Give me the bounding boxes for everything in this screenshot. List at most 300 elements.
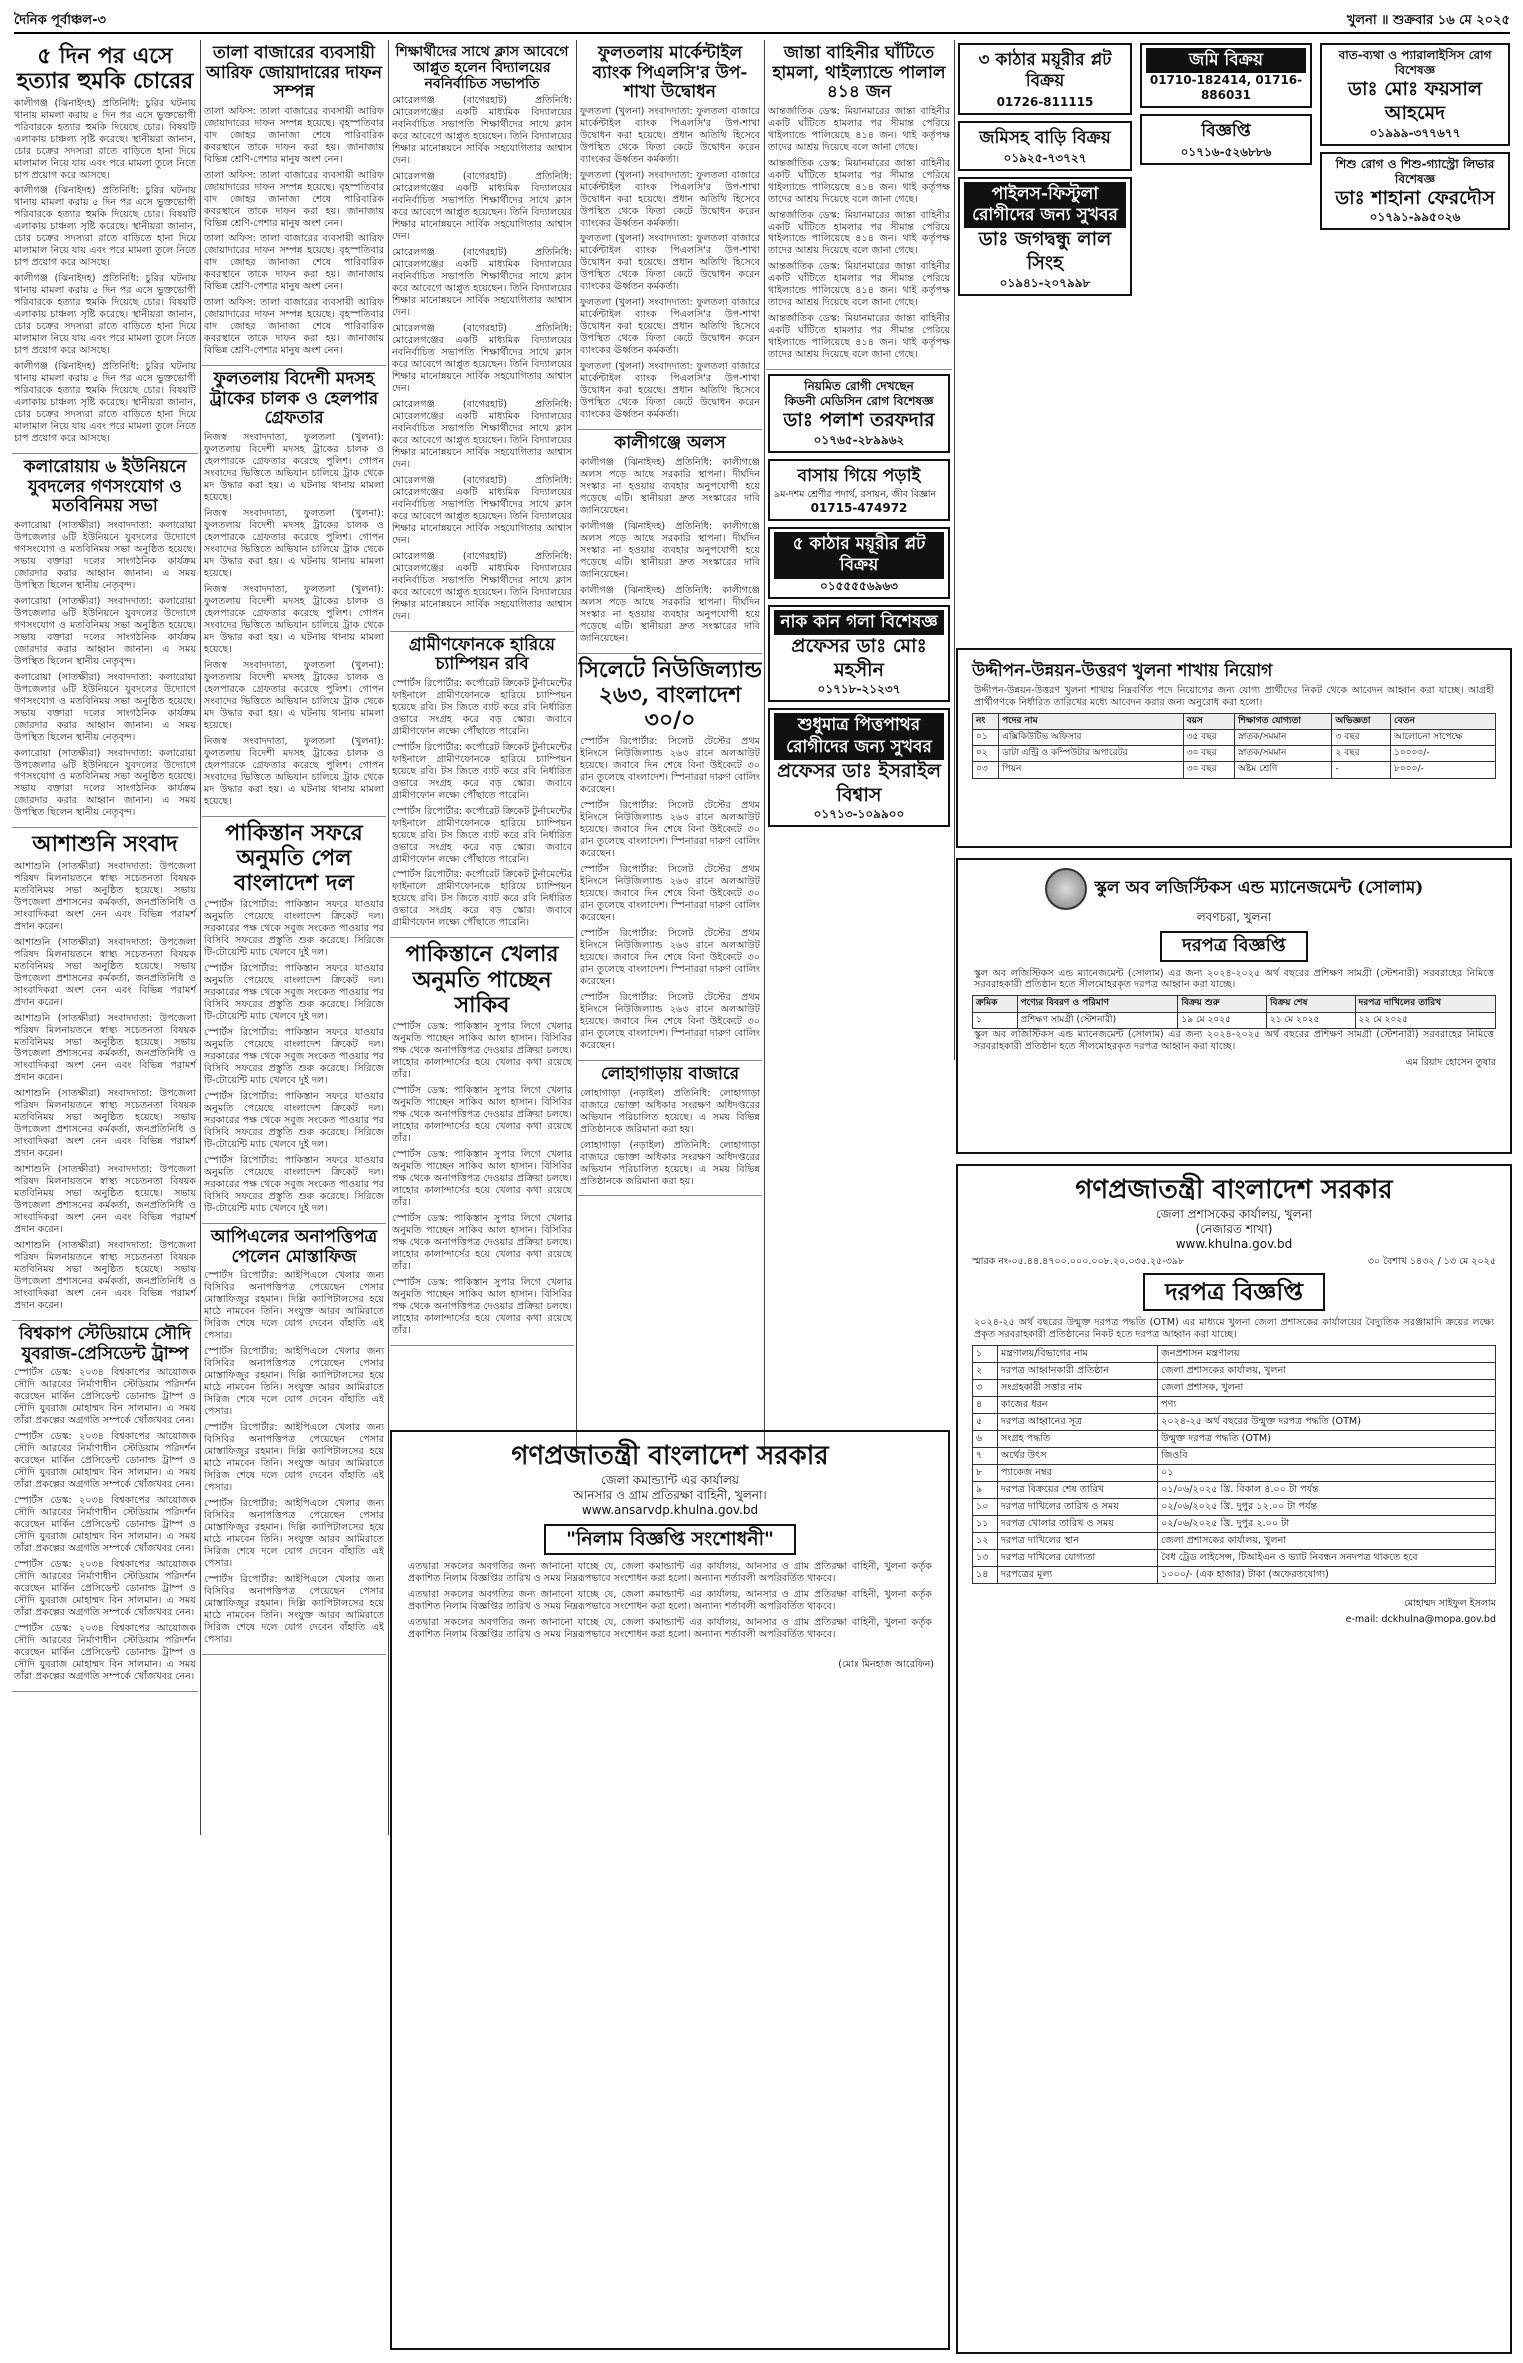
- dc-khulna-tender-notice: [956, 1164, 1512, 2354]
- column-rule: [388, 40, 389, 1835]
- story-body: স্পোর্টস ডেস্ক: পাকিস্তান সুপার লিগে খেলার অনুমতি পাচ্ছেন সাকিব আল হাসান। বিসিবির পক্ষ থেকে অনাপত্তিপত্র দেওয়ার প্রক্রিয়া চলছে। লাহোর কালান্দার্সের হয়ে খেলার কথা রয়েছে তাঁর।: [392, 1021, 572, 1081]
- table-cell: ৩০ বছর: [1183, 746, 1235, 762]
- headline: শিক্ষার্থীদের সাথে ক্লাস আবেগে আপ্লুত হলেন বিদ্যালয়ের নবনির্বাচিত সভাপতি: [395, 44, 569, 93]
- table-cell: ১৪: [973, 1567, 998, 1584]
- story-body: স্পোর্টস রিপোর্টার: কর্পোরেট ক্রিকেট টুর্নামেন্টের ফাইনালে গ্রামীণফোনকে হারিয়ে চ্যাম্পিয়ন হয়েছে রবি। টস জিতে ব্যাট করে রবি নির্ধারিত ওভারে সংগ্রহ করে বড় স্কোর। জবাবে গ্রামীণফোন লক্ষ্যে পৌঁছাতে পারেনি।: [392, 741, 572, 801]
- column-6: [956, 40, 1134, 640]
- doctor-name: প্রফেসর ডাঃ ইসরাইল বিশ্বাস: [777, 759, 941, 806]
- table-header-cell: বিক্রয় শুরু: [1178, 996, 1267, 1012]
- headline: পাকিস্তানে খেলার অনুমতি পাচ্ছেন সাকিব: [405, 941, 559, 1018]
- table-cell: ১৯ মে ২০২৫: [1178, 1012, 1267, 1028]
- headline: ফুলতলায় বিদেশী মদসহ ট্রাকের চালক ও হেলপার গ্রেফতার: [209, 369, 379, 429]
- ansar-website-link[interactable]: www.ansarvdp.khulna.gov.bd: [581, 1502, 759, 1517]
- gov-memo-row: [972, 1256, 1496, 1268]
- story-body: তালা অফিস: তালা বাজারের ব্যবসায়ী আরিফ জোয়াদারের দাফন সম্পন্ন হয়েছে। বৃহস্পতিবার বাদ জোহর জানাজা শেষে পারিবারিক কবরস্থানে তাকে দাফন করা হয়। জানাজায় বিভিন্ন শ্রেণি-পেশার মানুষ অংশ নেন।: [204, 169, 384, 229]
- ad-box: [1140, 43, 1312, 108]
- ad-box: [1140, 114, 1312, 164]
- story-body: মোরেলগঞ্জ (বাগেরহাট) প্রতিনিধি: মোরেলগঞ্জের একটি মাধ্যমিক বিদ্যালয়ের নবনির্বাচিত সভাপতি শিক্ষার্থীদের সাথে ক্লাস করে আবেগে আপ্লুত হয়েছেন। তিনি বিদ্যালয়ের শিক্ষার মানোন্নয়নে সার্বিক সহযোগিতার আশ্বাস দেন।: [392, 474, 572, 546]
- story-body: নিজস্ব সংবাদদাতা, ফুলতলা (খুলনা): ফুলতলায় বিদেশী মদসহ ট্রাকের চালক ও হেলপারকে গ্রেফতার করেছে পুলিশ। গোপন সংবাদের ভিত্তিতে অভিযান চালিয়ে ট্রাক থেকে মদ উদ্ধার করা হয়। এ ঘটনায় থানায় মামলা হয়েছে।: [204, 735, 384, 807]
- table-cell: স্নাতক/সমমান: [1235, 746, 1332, 762]
- table-cell: ১: [973, 1346, 998, 1363]
- table-cell: দরপত্র দাখিলের যোগ্যতা: [997, 1550, 1157, 1567]
- table-cell: ২১ মে ২০২৫: [1266, 1012, 1355, 1028]
- ad-title: বিজ্ঞপ্তি: [1201, 121, 1251, 142]
- table-row: [973, 1363, 1496, 1380]
- headline: আশাশুনি সংবাদ: [32, 831, 178, 858]
- story: [578, 434, 762, 653]
- headline: কালীগঞ্জে অলস: [614, 433, 726, 454]
- ad-box: [768, 374, 950, 453]
- ad-box: [1320, 152, 1510, 231]
- doctor-name: ডাঃ শাহানা ফেরদৌস: [1335, 186, 1495, 209]
- phone-number: ০১৭৯১-৯৯৫০২৬: [1369, 210, 1461, 225]
- column-rule: [954, 40, 955, 1060]
- salam-tender-notice: [956, 858, 1512, 1154]
- story-body: স্পোর্টস ডেস্ক: ২০৩৪ বিশ্বকাপের আয়োজক সৌদি আরবের নির্মাণাধীন স্টেডিয়াম পরিদর্শন করেছেন মার্কিন প্রেসিডেন্ট ডোনাল্ড ট্রাম্প ও সৌদি যুবরাজ মোহাম্মদ বিন সালমান। এ সময় তাঁরা প্রকল্পের অগ্রগতি সম্পর্কে খোঁজখবর নেন।: [14, 1431, 196, 1491]
- table-cell: ২: [973, 1363, 998, 1380]
- story-body: স্পোর্টস রিপোর্টার: পাকিস্তান সফরে যাওয়ার অনুমতি পেয়েছে বাংলাদেশ ক্রিকেট দল। সরকারের পক্ষ থেকে সবুজ সংকেত পাওয়ার পর বিসিবি সফরের প্রস্তুতি শুরু করেছে। সিরিজে টি-টোয়েন্টি ম্যাচ খেলবে দুই দল।: [204, 1027, 384, 1087]
- table-cell: ১০০০০/-: [1391, 746, 1496, 762]
- story-body: তালা অফিস: তালা বাজারের ব্যবসায়ী আরিফ জোয়াদারের দাফন সম্পন্ন হয়েছে। বৃহস্পতিবার বাদ জোহর জানাজা শেষে পারিবারিক কবরস্থানে তাকে দাফন করা হয়। জানাজায় বিভিন্ন শ্রেণি-পেশার মানুষ অংশ নেন।: [204, 105, 384, 165]
- table-header-cell: ক্রমিক: [973, 996, 1018, 1012]
- story-body: ফুলতলা (খুলনা) সংবাদদাতা: ফুলতলা বাজারে মার্কেন্টাইল ব্যাংক পিএলসি'র উপ-শাখা উদ্বোধন করা হয়েছে। প্রধান অতিথি হিসেবে উপস্থিত থেকে ফিতা কেটে উদ্বোধন করেন ব্যাংকের ঊর্ধ্বতন কর্মকর্তা।: [580, 233, 760, 293]
- salam-signature: এম রিয়াদ হোসেন তুষার: [1405, 1056, 1496, 1068]
- table-row: [973, 1414, 1496, 1431]
- gov-website-link[interactable]: www.khulna.gov.bd: [1175, 1236, 1293, 1251]
- story: [202, 44, 386, 366]
- column-8: [1318, 40, 1512, 640]
- story: [390, 44, 574, 632]
- table-cell: ৮০০০/-: [1391, 762, 1496, 778]
- phone-number: ০১৯৯৯-৩৭৭৬৭৭: [1369, 125, 1461, 140]
- table-cell: ২২ মে ২০২৫: [1355, 1012, 1495, 1028]
- job-notice: [956, 648, 1512, 848]
- ad-box: [958, 121, 1132, 171]
- table-cell: ৮: [973, 1465, 998, 1482]
- table-row: [973, 1380, 1496, 1397]
- story-body: স্পোর্টস রিপোর্টার: সিলেট টেস্টের প্রথম ইনিংসে নিউজিল্যান্ড ২৬৩ রানে অলআউট হয়েছে। জবাবে দিন শেষে বিনা উইকেটে ৩০ রান তুলেছে বাংলাদেশ। স্পিনাররা দারুণ বোলিং করেছেন।: [580, 800, 760, 860]
- story-body: স্পোর্টস রিপোর্টার: সিলেট টেস্টের প্রথম ইনিংসে নিউজিল্যান্ড ২৬৩ রানে অলআউট হয়েছে। জবাবে দিন শেষে বিনা উইকেটে ৩০ রান তুলেছে বাংলাদেশ। স্পিনাররা দারুণ বোলিং করেছেন।: [580, 992, 760, 1052]
- ad-box: [1320, 43, 1510, 146]
- story: [12, 44, 198, 454]
- ad-box: [768, 459, 950, 521]
- story-body: কলারোয়া (সাতক্ষীরা) সংবাদদাতা: কলারোয়া উপজেলার ৬টি ইউনিয়নে যুবদলের উদ্যোগে গণসংযোগ ও মতবিনিময় সভা অনুষ্ঠিত হয়েছে। সভায় বক্তারা দলের সাংগঠনিক কার্যক্রম জোরদার করার আহ্বান জানান। এ সময় উপস্থিত ছিলেন স্থানীয় নেতৃবৃন্দ।: [14, 747, 196, 819]
- headline: ৫ দিন পর এসে হত্যার হুমকি চোরের: [16, 43, 194, 95]
- ad-subtitle: শিশু রোগ ও শিশু-গ্যাস্ট্রো লিভার বিশেষজ্ঞ: [1335, 156, 1495, 186]
- story-body: স্পোর্টস রিপোর্টার: কর্পোরেট ক্রিকেট টুর্নামেন্টের ফাইনালে গ্রামীণফোনকে হারিয়ে চ্যাম্পিয়ন হয়েছে রবি। টস জিতে ব্যাট করে রবি নির্ধারিত ওভারে সংগ্রহ করে বড় স্কোর। জবাবে গ্রামীণফোন লক্ষ্যে পৌঁছাতে পারেনি।: [392, 869, 572, 929]
- salam-table: [972, 995, 1496, 1029]
- table-cell: দরপত্র দাখিলের স্থান: [997, 1533, 1157, 1550]
- headline: ফুলতলায় মার্কেন্টাইল ব্যাংক পিএলসি'র উপ-শাখা উদ্বোধন: [592, 43, 748, 103]
- gov-signature: মোহাম্মদ সাইফুল ইসলাম: [1403, 1598, 1496, 1610]
- gov-branch: (নেজারত শাখা): [1195, 1221, 1273, 1236]
- table-cell: স্নাতক/সমমান: [1235, 729, 1332, 745]
- headline: বিশ্বকাপ স্টেডিয়ামে সৌদি যুবরাজ-প্রেসিডেন্ট ট্রাম্প: [19, 1324, 191, 1364]
- story: [202, 1228, 386, 1655]
- table-header-row: [973, 996, 1496, 1012]
- column-rule: [576, 40, 577, 1460]
- table-row: [973, 762, 1496, 778]
- table-row: [973, 1465, 1496, 1482]
- phone-number: ০১৫৫৫৫৬৯৬৩: [820, 578, 898, 593]
- headline: আপিএলের অনাপত্তিপত্র পেলেন মোস্তাফিজ: [210, 1227, 378, 1267]
- story: [202, 370, 386, 816]
- table-cell: মন্ত্রণালয়/বিভাগের নাম: [997, 1346, 1157, 1363]
- ad-box: [768, 708, 950, 827]
- story-body: স্পোর্টস ডেস্ক: ২০৩৪ বিশ্বকাপের আয়োজক সৌদি আরবের নির্মাণাধীন স্টেডিয়াম পরিদর্শন করেছেন মার্কিন প্রেসিডেন্ট ডোনাল্ড ট্রাম্প ও সৌদি যুবরাজ মোহাম্মদ বিন সালমান। এ সময় তাঁরা প্রকল্পের অগ্রগতি সম্পর্কে খোঁজখবর নেন।: [14, 1495, 196, 1555]
- story: [390, 942, 574, 1346]
- table-row: [973, 729, 1496, 745]
- masthead-right: খুলনা ॥ শুক্রবার ১৬ মে ২০২৫: [1346, 12, 1510, 28]
- table-cell: জিওবি: [1158, 1448, 1496, 1465]
- table-cell: প্যাকেজ নম্বর: [997, 1465, 1157, 1482]
- story-body: মোরেলগঞ্জ (বাগেরহাট) প্রতিনিধি: মোরেলগঞ্জের একটি মাধ্যমিক বিদ্যালয়ের নবনির্বাচিত সভাপতি শিক্ষার্থীদের সাথে ক্লাস করে আবেগে আপ্লুত হয়েছেন। তিনি বিদ্যালয়ের শিক্ষার মানোন্নয়নে সার্বিক সহযোগিতার আশ্বাস দেন।: [392, 95, 572, 167]
- ad-subtitle: নিয়মিত রোগী দেখছেন: [804, 379, 914, 394]
- story-body: নিজস্ব সংবাদদাতা, ফুলতলা (খুলনা): ফুলতলায় বিদেশী মদসহ ট্রাকের চালক ও হেলপারকে গ্রেফতার করেছে পুলিশ। গোপন সংবাদের ভিত্তিতে অভিযান চালিয়ে ট্রাক থেকে মদ উদ্ধার করা হয়। এ ঘটনায় থানায় মামলা হয়েছে।: [204, 507, 384, 579]
- story: [578, 44, 762, 430]
- story-body: মোরেলগঞ্জ (বাগেরহাট) প্রতিনিধি: মোরেলগঞ্জের একটি মাধ্যমিক বিদ্যালয়ের নবনির্বাচিত সভাপতি শিক্ষার্থীদের সাথে ক্লাস করে আবেগে আপ্লুত হয়েছেন। তিনি বিদ্যালয়ের শিক্ষার মানোন্নয়নে সার্বিক সহযোগিতার আশ্বাস দেন।: [392, 247, 572, 319]
- ad-title: শুধুমাত্র পিত্তপাথর রোগীদের জন্য সুখবর: [774, 713, 944, 760]
- ansar-office: জেলা কমান্ড্যান্ট এর কার্যালয়: [601, 1472, 739, 1487]
- headline: গ্রামীণফোনকে হারিয়ে চ্যাম্পিয়ন রবি: [408, 634, 556, 675]
- phone-number: ০১৭১৬-৫২৬৮৮৬: [1180, 144, 1272, 159]
- gov-notice-title: দরপত্র বিজ্ঞপ্তি: [1143, 1273, 1325, 1311]
- ad-box: [958, 177, 1132, 296]
- story-body: আশাশুনি (সাতক্ষীরা) সংবাদদাতা: উপজেলা পরিষদ মিলনায়তনে স্বাস্থ্য সচেতনতা বিষয়ক মতবিনিময় সভা অনুষ্ঠিত হয়েছে। সভায় উপজেলা প্রশাসনের কর্মকর্তা, জনপ্রতিনিধি ও সাংবাদিকরা অংশ নেন এবং বিভিন্ন পরামর্শ প্রদান করেন।: [14, 1164, 196, 1236]
- job-notice-title: উদ্দীপন-উন্নয়ন-উত্তরণ খুলনা শাখায় নিয়োগ: [972, 661, 1273, 681]
- job-notice-text: উদ্দীপন-উন্নয়ন-উত্তরণ খুলনা শাখায় নিম্নবর্ণিত পদে নিয়োগের জন্য যোগ্য প্রার্থীদের নিকট থেকে আবেদন আহ্বান করা যাচ্ছে। আগ্রহী প্রার্থীগণকে নির্ধারিত তারিখের মধ্যে আবেদন করার জন্য অনুরোধ করা হলো।: [974, 684, 1494, 708]
- headline: জান্তা বাহিনীর ঘাঁটিতে হামলা, থাইল্যান্ডে পালাল ৪১৪ জন: [772, 43, 946, 103]
- table-header-cell: দরপত্র দাখিলের তারিখ: [1355, 996, 1495, 1012]
- ad-title: বাসায় গিয়ে পড়াই: [797, 466, 921, 487]
- story-body: আন্তর্জাতিক ডেস্ক: মিয়ানমারের জান্তা বাহিনীর একটি ঘাঁটিতে হামলার পর সীমান্ত পেরিয়ে থাইল্যান্ডে পালিয়েছে ৪১৪ জন। থাই কর্তৃপক্ষ তাদের আশ্রয় দিয়েছে বলে জানা গেছে।: [768, 313, 950, 361]
- column-1: [12, 40, 198, 2350]
- gov-tender-table: [972, 1345, 1496, 1584]
- story-body: কালীগঞ্জ (ঝিনাইদহ) প্রতিনিধি: চুরির ঘটনায় থানায় মামলা করায় ৫ দিন পর এসে ভুক্তভোগী পরিবারকে হত্যার হুমকি দিয়েছে চোর। বিষয়টি এলাকায় চাঞ্চল্য সৃষ্টি করেছে। স্থানীয়রা জানান, চোর চক্রের সদস্যরা রাতে বাড়িতে হানা দিয়ে মালামাল নিয়ে যায় এবং পরে মামলা তুলে নিতে চাপ প্রয়োগ করে আসছে।: [14, 97, 196, 181]
- table-cell: ০২/০৬/২০২৫ খ্রি. দুপুর ১২.০০ টা পর্যন্ত: [1158, 1499, 1496, 1516]
- table-cell: সংগ্রহ পদ্ধতি: [997, 1431, 1157, 1448]
- salam-location: লবণচরা, খুলনা: [1196, 910, 1272, 924]
- table-cell: অষ্টম শ্রেণি: [1235, 762, 1332, 778]
- masthead: [14, 10, 1510, 34]
- ad-box: [958, 43, 1132, 115]
- phone-number: ০১৯২৫-৭৩৭২৭: [1003, 150, 1087, 165]
- table-cell: কাজের ধরন: [997, 1397, 1157, 1414]
- story: [578, 1065, 762, 1196]
- story-body: আশাশুনি (সাতক্ষীরা) সংবাদদাতা: উপজেলা পরিষদ মিলনায়তনে স্বাস্থ্য সচেতনতা বিষয়ক মতবিনিময় সভা অনুষ্ঠিত হয়েছে। সভায় উপজেলা প্রশাসনের কর্মকর্তা, জনপ্রতিনিধি ও সাংবাদিকরা অংশ নেন এবং বিভিন্ন পরামর্শ প্রদান করেন।: [14, 860, 196, 932]
- ad-box: [768, 527, 950, 599]
- doctor-name: প্রফেসর ডাঃ মোঃ মহসীন: [791, 634, 927, 681]
- column-7: [1138, 40, 1314, 640]
- table-header-cell: পণ্যের বিবরণ ও পরিমাণ: [1017, 996, 1178, 1012]
- story-body: কালীগঞ্জ (ঝিনাইদহ) প্রতিনিধি: চুরির ঘটনায় থানায় মামলা করায় ৫ দিন পর এসে ভুক্তভোগী পরিবারকে হত্যার হুমকি দিয়েছে চোর। বিষয়টি এলাকায় চাঞ্চল্য সৃষ্টি করেছে। স্থানীয়রা জানান, চোর চক্রের সদস্যরা রাতে বাড়িতে হানা দিয়ে মালামাল নিয়ে যায় এবং পরে মামলা তুলে নিতে চাপ প্রয়োগ করে আসছে।: [14, 185, 196, 269]
- ansar-signature: (মোঃ মিনহাজ আরেফিন): [838, 1659, 934, 1671]
- table-row: [973, 1346, 1496, 1363]
- table-header-row: [973, 713, 1496, 729]
- story-body: স্পোর্টস রিপোর্টার: সিলেট টেস্টের প্রথম ইনিংসে নিউজিল্যান্ড ২৬৩ রানে অলআউট হয়েছে। জবাবে দিন শেষে বিনা উইকেটে ৩০ রান তুলেছে বাংলাদেশ। স্পিনাররা দারুণ বোলিং করেছেন।: [580, 928, 760, 988]
- ad-box: [768, 605, 950, 703]
- table-cell: ০২: [973, 746, 999, 762]
- column-rule: [764, 40, 765, 1460]
- column-2: [202, 40, 386, 2350]
- ansar-text: এতদ্বারা সকলের অবগতির জন্য জানানো যাচ্ছে যে, জেলা কমান্ড্যান্ট এর কার্যালয়, আনসার ও গ্রাম প্রতিরক্ষা বাহিনী, খুলনা কর্তৃক প্রকাশিত নিলাম বিজ্ঞপ্তির তারিখ ও সময় নিম্নরূপভাবে সংশোধন করা হলো। অন্যান্য শর্তাবলী অপরিবর্তিত থাকবে।: [408, 1617, 932, 1641]
- story-body: মোরেলগঞ্জ (বাগেরহাট) প্রতিনিধি: মোরেলগঞ্জের একটি মাধ্যমিক বিদ্যালয়ের নবনির্বাচিত সভাপতি শিক্ষার্থীদের সাথে ক্লাস করে আবেগে আপ্লুত হয়েছেন। তিনি বিদ্যালয়ের শিক্ষার মানোন্নয়নে সার্বিক সহযোগিতার আশ্বাস দেন।: [392, 550, 572, 622]
- table-row: [973, 1499, 1496, 1516]
- phone-number: 01726-811115: [996, 94, 1094, 109]
- story-body: কালীগঞ্জ (ঝিনাইদহ) প্রতিনিধি: কালীগঞ্জে অলস পড়ে আছে সরকারি স্থাপনা। দীর্ঘদিন সংস্কার না হওয়ায় ব্যবহার অনুপযোগী হয়ে পড়েছে এটি। স্থানীয়রা দ্রুত সংস্কারের দাবি জানিয়েছেন।: [580, 520, 760, 580]
- story-body: কলারোয়া (সাতক্ষীরা) সংবাদদাতা: কলারোয়া উপজেলার ৬টি ইউনিয়নে যুবদলের উদ্যোগে গণসংযোগ ও মতবিনিময় সভা অনুষ্ঠিত হয়েছে। সভায় বক্তারা দলের সাংগঠনিক কার্যক্রম জোরদার করার আহ্বান জানান। এ সময় উপস্থিত ছিলেন স্থানীয় নেতৃবৃন্দ।: [14, 519, 196, 591]
- doctor-name: ডাঃ মোঃ ফয়সাল আহমেদ: [1347, 78, 1483, 124]
- table-cell: পণ্য: [1158, 1397, 1496, 1414]
- story: [766, 44, 952, 370]
- story-body: নিজস্ব সংবাদদাতা, ফুলতলা (খুলনা): ফুলতলায় বিদেশী মদসহ ট্রাকের চালক ও হেলপারকে গ্রেফতার করেছে পুলিশ। গোপন সংবাদের ভিত্তিতে অভিযান চালিয়ে ট্রাক থেকে মদ উদ্ধার করা হয়। এ ঘটনায় থানায় মামলা হয়েছে।: [204, 659, 384, 731]
- ad-title: পাইলস-ফিস্টুলা রোগীদের জন্য সুখবর: [964, 182, 1126, 229]
- table-cell: ১: [973, 1012, 1018, 1028]
- table-cell: ১২: [973, 1533, 998, 1550]
- story-body: কালীগঞ্জ (ঝিনাইদহ) প্রতিনিধি: কালীগঞ্জে অলস পড়ে আছে সরকারি স্থাপনা। দীর্ঘদিন সংস্কার না হওয়ায় ব্যবহার অনুপযোগী হয়ে পড়েছে এটি। স্থানীয়রা দ্রুত সংস্কারের দাবি জানিয়েছেন।: [580, 456, 760, 516]
- ansar-sub: আনসার ও গ্রাম প্রতিরক্ষা বাহিনী, খুলনা।: [573, 1487, 767, 1502]
- table-header-cell: বয়স: [1183, 713, 1235, 729]
- table-row: [973, 746, 1496, 762]
- table-cell: ৫: [973, 1414, 998, 1431]
- story-body: আন্তর্জাতিক ডেস্ক: মিয়ানমারের জান্তা বাহিনীর একটি ঘাঁটিতে হামলার পর সীমান্ত পেরিয়ে থাইল্যান্ডে পালিয়েছে ৪১৪ জন। থাই কর্তৃপক্ষ তাদের আশ্রয় দিয়েছে বলে জানা গেছে।: [768, 209, 950, 257]
- story-body: নিজস্ব সংবাদদাতা, ফুলতলা (খুলনা): ফুলতলায় বিদেশী মদসহ ট্রাকের চালক ও হেলপারকে গ্রেফতার করেছে পুলিশ। গোপন সংবাদের ভিত্তিতে অভিযান চালিয়ে ট্রাক থেকে মদ উদ্ধার করা হয়। এ ঘটনায় থানায় মামলা হয়েছে।: [204, 583, 384, 655]
- story-body: আন্তর্জাতিক ডেস্ক: মিয়ানমারের জান্তা বাহিনীর একটি ঘাঁটিতে হামলার পর সীমান্ত পেরিয়ে থাইল্যান্ডে পালিয়েছে ৪১৪ জন। থাই কর্তৃপক্ষ তাদের আশ্রয় দিয়েছে বলে জানা গেছে।: [768, 157, 950, 205]
- story-body: মোরেলগঞ্জ (বাগেরহাট) প্রতিনিধি: মোরেলগঞ্জের একটি মাধ্যমিক বিদ্যালয়ের নবনির্বাচিত সভাপতি শিক্ষার্থীদের সাথে ক্লাস করে আবেগে আপ্লুত হয়েছেন। তিনি বিদ্যালয়ের শিক্ষার মানোন্নয়নে সার্বিক সহযোগিতার আশ্বাস দেন।: [392, 171, 572, 243]
- ad-title: ৫ কাঠার ময়ূরীর প্লট বিক্রয়: [774, 532, 944, 579]
- story-body: আশাশুনি (সাতক্ষীরা) সংবাদদাতা: উপজেলা পরিষদ মিলনায়তনে স্বাস্থ্য সচেতনতা বিষয়ক মতবিনিময় সভা অনুষ্ঠিত হয়েছে। সভায় উপজেলা প্রশাসনের কর্মকর্তা, জনপ্রতিনিধি ও সাংবাদিকরা অংশ নেন এবং বিভিন্ন পরামর্শ প্রদান করেন।: [14, 1012, 196, 1084]
- story-body: কালীগঞ্জ (ঝিনাইদহ) প্রতিনিধি: চুরির ঘটনায় থানায় মামলা করায় ৫ দিন পর এসে ভুক্তভোগী পরিবারকে হত্যার হুমকি দিয়েছে চোর। বিষয়টি এলাকায় চাঞ্চল্য সৃষ্টি করেছে। স্থানীয়রা জানান, চোর চক্রের সদস্যরা রাতে বাড়িতে হানা দিয়ে মালামাল নিয়ে যায় এবং পরে মামলা তুলে নিতে চাপ প্রয়োগ করে আসছে।: [14, 273, 196, 357]
- table-row: [973, 1482, 1496, 1499]
- story-body: স্পোর্টস ডেস্ক: ২০৩৪ বিশ্বকাপের আয়োজক সৌদি আরবের নির্মাণাধীন স্টেডিয়াম পরিদর্শন করেছেন মার্কিন প্রেসিডেন্ট ডোনাল্ড ট্রাম্প ও সৌদি যুবরাজ মোহাম্মদ বিন সালমান। এ সময় তাঁরা প্রকল্পের অগ্রগতি সম্পর্কে খোঁজখবর নেন।: [14, 1367, 196, 1427]
- table-cell: সংগ্রহকারী সত্তার নাম: [997, 1380, 1157, 1397]
- story-body: স্পোর্টস ডেস্ক: পাকিস্তান সুপার লিগে খেলার অনুমতি পাচ্ছেন সাকিব আল হাসান। বিসিবির পক্ষ থেকে অনাপত্তিপত্র দেওয়ার প্রক্রিয়া চলছে। লাহোর কালান্দার্সের হয়ে খেলার কথা রয়েছে তাঁর।: [392, 1085, 572, 1145]
- ad-subtitle: বাত-ব্যথা ও প্যারালাইসিস রোগ বিশেষজ্ঞ: [1338, 48, 1492, 77]
- table-cell: বৈধ ট্রেড লাইসেন্স, টিআইএন ও ভ্যাট নিবন্ধন সনদপত্র থাকতে হবে: [1158, 1550, 1496, 1567]
- table-cell: পিয়ন: [999, 762, 1184, 778]
- ansar-auction-notice: [390, 1430, 950, 2350]
- table-cell: জেলা প্রশাসকের কার্যালয়, খুলনা: [1158, 1363, 1496, 1380]
- salam-text: স্কুল অব লজিস্টিকস এন্ড ম্যানেজমেন্ট (সোলাম) এর জন্য ২০২৪-২০২৫ অর্থ বছরের প্রশিক্ষণ সামগ্রী (স্টেশনারী) সরবরাহের নিমিত্তে সরবরাহকারী প্রতিষ্ঠান হতে সীলমোহরকৃত দরপত্র আহ্বান করা যাচ্ছে।: [974, 1028, 1494, 1052]
- story: [12, 458, 198, 828]
- story-body: স্পোর্টস রিপোর্টার: কর্পোরেট ক্রিকেট টুর্নামেন্টের ফাইনালে গ্রামীণফোনকে হারিয়ে চ্যাম্পিয়ন হয়েছে রবি। টস জিতে ব্যাট করে রবি নির্ধারিত ওভারে সংগ্রহ করে বড় স্কোর। জবাবে গ্রামীণফোন লক্ষ্যে পৌঁছাতে পারেনি।: [392, 677, 572, 737]
- salam-text: স্কুল অব লজিস্টিকস এন্ড ম্যানেজমেন্ট (সোলাম) এর জন্য ২০২৪-২০২৫ অর্থ বছরের প্রশিক্ষণ সামগ্রী (স্টেশনারী) সরবরাহের নিমিত্তে সরবরাহকারী প্রতিষ্ঠান হতে সীলমোহরকৃত দরপত্র আহ্বান করা যাচ্ছে।: [974, 967, 1494, 991]
- table-row: [973, 1550, 1496, 1567]
- story: [12, 832, 198, 1321]
- table-row: [973, 1516, 1496, 1533]
- table-cell: -: [1332, 762, 1391, 778]
- gov-memo: স্মারক নং-০৫.৪৪.৪৭০০.০০০.০০৮.২০.০৩৫.২৫-৩৯৮: [972, 1255, 1185, 1267]
- phone-number: ০১৭১৮-২১২৩৭: [817, 682, 901, 697]
- story-body: কালীগঞ্জ (ঝিনাইদহ) প্রতিনিধি: চুরির ঘটনায় থানায় মামলা করায় ৫ দিন পর এসে ভুক্তভোগী পরিবারকে হত্যার হুমকি দিয়েছে চোর। বিষয়টি এলাকায় চাঞ্চল্য সৃষ্টি করেছে। স্থানীয়রা জানান, চোর চক্রের সদস্যরা রাতে বাড়িতে হানা দিয়ে মালামাল নিয়ে যায় এবং পরে মামলা তুলে নিতে চাপ প্রয়োগ করে আসছে।: [14, 361, 196, 445]
- table-cell: দরপত্রের মূল্য: [997, 1567, 1157, 1584]
- gov-title: গণপ্রজাতন্ত্রী বাংলাদেশ সরকার: [1075, 1175, 1393, 1205]
- column-4: [578, 40, 762, 1420]
- story-body: কালীগঞ্জ (ঝিনাইদহ) প্রতিনিধি: কালীগঞ্জে অলস পড়ে আছে সরকারি স্থাপনা। দীর্ঘদিন সংস্কার না হওয়ায় ব্যবহার অনুপযোগী হয়ে পড়েছে এটি। স্থানীয়রা দ্রুত সংস্কারের দাবি জানিয়েছেন।: [580, 584, 760, 644]
- phone-number: ০১৭১৩-১০৯৯০০: [813, 807, 905, 822]
- ad-title: জমিসহ বাড়ি বিক্রয়: [979, 127, 1111, 148]
- phone-number: 01710-182414, 01716-886031: [1149, 73, 1303, 103]
- table-cell: ৭: [973, 1448, 998, 1465]
- table-row: [973, 1431, 1496, 1448]
- story-body: ফুলতলা (খুলনা) সংবাদদাতা: ফুলতলা বাজারে মার্কেন্টাইল ব্যাংক পিএলসি'র উপ-শাখা উদ্বোধন করা হয়েছে। প্রধান অতিথি হিসেবে উপস্থিত থেকে ফিতা কেটে উদ্বোধন করেন ব্যাংকের ঊর্ধ্বতন কর্মকর্তা।: [580, 361, 760, 421]
- story-body: নিজস্ব সংবাদদাতা, ফুলতলা (খুলনা): ফুলতলায় বিদেশী মদসহ ট্রাকের চালক ও হেলপারকে গ্রেফতার করেছে পুলিশ। গোপন সংবাদের ভিত্তিতে অভিযান চালিয়ে ট্রাক থেকে মদ উদ্ধার করা হয়। এ ঘটনায় থানায় মামলা হয়েছে।: [204, 431, 384, 503]
- table-cell: ১১: [973, 1516, 998, 1533]
- table-cell: ১০০০/- (এক হাজার) টাকা (অফেরতযোগ্য): [1158, 1567, 1496, 1584]
- table-cell: ০১: [973, 729, 999, 745]
- salam-header: [972, 868, 1496, 910]
- table-cell: জনপ্রশাসন মন্ত্রণালয়: [1158, 1346, 1496, 1363]
- table-row: [973, 1567, 1496, 1584]
- table-row: [973, 1397, 1496, 1414]
- table-header-cell: নং: [973, 713, 999, 729]
- salam-notice-title: দরপত্র বিজ্ঞপ্তি: [1160, 931, 1307, 962]
- table-cell: প্রশিক্ষণ সামগ্রী (স্টেশনারী): [1017, 1012, 1178, 1028]
- table-cell: দরপত্র আহ্বানকারী প্রতিষ্ঠান: [997, 1363, 1157, 1380]
- story-body: তালা অফিস: তালা বাজারের ব্যবসায়ী আরিফ জোয়াদারের দাফন সম্পন্ন হয়েছে। বৃহস্পতিবার বাদ জোহর জানাজা শেষে পারিবারিক কবরস্থানে তাকে দাফন করা হয়। জানাজায় বিভিন্ন শ্রেণি-পেশার মানুষ অংশ নেন।: [204, 233, 384, 293]
- headline: তালা বাজারের ব্যবসায়ী আরিফ জোয়াদারের দাফন সম্পন্ন: [205, 43, 383, 103]
- headline: পাকিস্তান সফরে অনুমতি পেল বাংলাদেশ দল: [225, 819, 363, 897]
- gov-text: ২০২৪-২৫ অর্থ বছরের উন্মুক্ত দরপত্র পদ্ধতি (OTM) এর মাধ্যমে খুলনা জেলা প্রশাসকের কার্যালয়ের বৈদ্যুতিক সরঞ্জামাদি ক্রয়ের লক্ষ্যে প্রকৃত সরবরাহকারী প্রতিষ্ঠানের নিকট হতে দরপত্র আহ্বান করা যাচ্ছে।: [974, 1317, 1494, 1341]
- salam-title: স্কুল অব লজিস্টিকস এন্ড ম্যানেজমেন্ট (সোলাম): [1094, 878, 1424, 899]
- table-header-cell: শিক্ষাগত যোগ্যতা: [1235, 713, 1332, 729]
- story-body: লোহাগাড়া (নড়াইল) প্রতিনিধি: লোহাগাড়া বাজারে ভোক্তা অধিকার সংরক্ষণ অধিদপ্তরের অভিযান পরিচালিত হয়েছে। এ সময় বিভিন্ন প্রতিষ্ঠানকে জরিমানা করা হয়।: [580, 1139, 760, 1187]
- story-body: ফুলতলা (খুলনা) সংবাদদাতা: ফুলতলা বাজারে মার্কেন্টাইল ব্যাংক পিএলসি'র উপ-শাখা উদ্বোধন করা হয়েছে। প্রধান অতিথি হিসেবে উপস্থিত থেকে ফিতা কেটে উদ্বোধন করেন ব্যাংকের ঊর্ধ্বতন কর্মকর্তা।: [580, 105, 760, 165]
- story-body: স্পোর্টস রিপোর্টার: পাকিস্তান সফরে যাওয়ার অনুমতি পেয়েছে বাংলাদেশ ক্রিকেট দল। সরকারের পক্ষ থেকে সবুজ সংকেত পাওয়ার পর বিসিবি সফরের প্রস্তুতি শুরু করেছে। সিরিজে টি-টোয়েন্টি ম্যাচ খেলবে দুই দল।: [204, 1091, 384, 1151]
- story-body: কলারোয়া (সাতক্ষীরা) সংবাদদাতা: কলারোয়া উপজেলার ৬টি ইউনিয়নে যুবদলের উদ্যোগে গণসংযোগ ও মতবিনিময় সভা অনুষ্ঠিত হয়েছে। সভায় বক্তারা দলের সাংগঠনিক কার্যক্রম জোরদার করার আহ্বান জানান। এ সময় উপস্থিত ছিলেন স্থানীয় নেতৃবৃন্দ।: [14, 671, 196, 743]
- story-body: আশাশুনি (সাতক্ষীরা) সংবাদদাতা: উপজেলা পরিষদ মিলনায়তনে স্বাস্থ্য সচেতনতা বিষয়ক মতবিনিময় সভা অনুষ্ঠিত হয়েছে। সভায় উপজেলা প্রশাসনের কর্মকর্তা, জনপ্রতিনিধি ও সাংবাদিকরা অংশ নেন এবং বিভিন্ন পরামর্শ প্রদান করেন।: [14, 1088, 196, 1160]
- gov-email: e-mail: dckhulna@mopa.gov.bd: [1345, 1614, 1496, 1625]
- story-body: তালা অফিস: তালা বাজারের ব্যবসায়ী আরিফ জোয়াদারের দাফন সম্পন্ন হয়েছে। বৃহস্পতিবার বাদ জোহর জানাজা শেষে পারিবারিক কবরস্থানে তাকে দাফন করা হয়। জানাজায় বিভিন্ন শ্রেণি-পেশার মানুষ অংশ নেন।: [204, 297, 384, 357]
- table-cell: ৪: [973, 1397, 998, 1414]
- ansar-text: এতদ্বারা সকলের অবগতির জন্য জানানো যাচ্ছে যে, জেলা কমান্ড্যান্ট এর কার্যালয়, আনসার ও গ্রাম প্রতিরক্ষা বাহিনী, খুলনা কর্তৃক প্রকাশিত নিলাম বিজ্ঞপ্তির তারিখ ও সময় নিম্নরূপভাবে সংশোধন করা হলো। অন্যান্য শর্তাবলী অপরিবর্তিত থাকবে।: [408, 1561, 932, 1585]
- story-body: লোহাগাড়া (নড়াইল) প্রতিনিধি: লোহাগাড়া বাজারে ভোক্তা অধিকার সংরক্ষণ অধিদপ্তরের অভিযান পরিচালিত হয়েছে। এ সময় বিভিন্ন প্রতিষ্ঠানকে জরিমানা করা হয়।: [580, 1087, 760, 1135]
- story-body: আশাশুনি (সাতক্ষীরা) সংবাদদাতা: উপজেলা পরিষদ মিলনায়তনে স্বাস্থ্য সচেতনতা বিষয়ক মতবিনিময় সভা অনুষ্ঠিত হয়েছে। সভায় উপজেলা প্রশাসনের কর্মকর্তা, জনপ্রতিনিধি ও সাংবাদিকরা অংশ নেন এবং বিভিন্ন পরামর্শ প্রদান করেন।: [14, 936, 196, 1008]
- story: [390, 636, 574, 939]
- story-body: স্পোর্টস রিপোর্টার: আইপিএলে খেলার জন্য বিসিবির অনাপত্তিপত্র পেয়েছেন পেসার মোস্তাফিজুর রহমান। দিল্লি ক্যাপিটালসের হয়ে মাঠে নামবেন তিনি। সংযুক্ত আরব আমিরাতে সিরিজ শেষে দলে যোগ দেবেন বাঁহাতি এই পেসার।: [204, 1421, 384, 1493]
- table-cell: ১৩: [973, 1550, 998, 1567]
- table-cell: আলোচনা সাপেক্ষে: [1391, 729, 1496, 745]
- story-body: স্পোর্টস রিপোর্টার: পাকিস্তান সফরে যাওয়ার অনুমতি পেয়েছে বাংলাদেশ ক্রিকেট দল। সরকারের পক্ষ থেকে সবুজ সংকেত পাওয়ার পর বিসিবি সফরের প্রস্তুতি শুরু করেছে। সিরিজে টি-টোয়েন্টি ম্যাচ খেলবে দুই দল।: [204, 963, 384, 1023]
- table-row: [973, 1448, 1496, 1465]
- phone-number: ০১৯৪১-২০৭৯৯৮: [999, 275, 1091, 290]
- table-cell: দরপত্র দাখিলের তারিখ ও সময়: [997, 1499, 1157, 1516]
- table-header-cell: বিক্রয় শেষ: [1266, 996, 1355, 1012]
- table-cell: ২০২৪-২৫ অর্থ বছরের উন্মুক্ত দরপত্র পদ্ধতি (OTM): [1158, 1414, 1496, 1431]
- table-cell: ৩০ বছর: [1183, 762, 1235, 778]
- story-body: স্পোর্টস রিপোর্টার: সিলেট টেস্টের প্রথম ইনিংসে নিউজিল্যান্ড ২৬৩ রানে অলআউট হয়েছে। জবাবে দিন শেষে বিনা উইকেটে ৩০ রান তুলেছে বাংলাদেশ। স্পিনাররা দারুণ বোলিং করেছেন।: [580, 736, 760, 796]
- column-3: [390, 40, 574, 1420]
- story-body: স্পোর্টস ডেস্ক: ২০৩৪ বিশ্বকাপের আয়োজক সৌদি আরবের নির্মাণাধীন স্টেডিয়াম পরিদর্শন করেছেন মার্কিন প্রেসিডেন্ট ডোনাল্ড ট্রাম্প ও সৌদি যুবরাজ মোহাম্মদ বিন সালমান। এ সময় তাঁরা প্রকল্পের অগ্রগতি সম্পর্কে খোঁজখবর নেন।: [14, 1622, 196, 1682]
- column-5: [766, 40, 952, 1420]
- table-cell: দরপত্র বিক্রয়ের শেষ তারিখ: [997, 1482, 1157, 1499]
- story-body: স্পোর্টস ডেস্ক: পাকিস্তান সুপার লিগে খেলার অনুমতি পাচ্ছেন সাকিব আল হাসান। বিসিবির পক্ষ থেকে অনাপত্তিপত্র দেওয়ার প্রক্রিয়া চলছে। লাহোর কালান্দার্সের হয়ে খেলার কথা রয়েছে তাঁর।: [392, 1149, 572, 1209]
- table-cell: অর্থের উৎস: [997, 1448, 1157, 1465]
- headline: লোহাগাড়ায় বাজারে: [600, 1064, 740, 1085]
- story-body: আন্তর্জাতিক ডেস্ক: মিয়ানমারের জান্তা বাহিনীর একটি ঘাঁটিতে হামলার পর সীমান্ত পেরিয়ে থাইল্যান্ডে পালিয়েছে ৪১৪ জন। থাই কর্তৃপক্ষ তাদের আশ্রয় দিয়েছে বলে জানা গেছে।: [768, 105, 950, 153]
- table-cell: ৩ বছর: [1332, 729, 1391, 745]
- ad-subtitle: কিডনী মেডিসিন রোগ বিশেষজ্ঞ: [784, 394, 934, 409]
- gov-date: ৩০ বৈশাখ ১৪৩২ / ১৩ মে ২০২৫: [1367, 1255, 1496, 1267]
- table-cell: ৩৫ বছর: [1183, 729, 1235, 745]
- salam-logo-icon: [1045, 868, 1087, 910]
- table-cell: ১০: [973, 1499, 998, 1516]
- table-cell: ডাটা এন্ট্রি ও কম্পিউটার অপারেটর: [999, 746, 1184, 762]
- ad-title: ৩ কাঠার ময়ূরীর প্লট বিক্রয়: [978, 50, 1112, 92]
- table-cell: ০১: [1158, 1465, 1496, 1482]
- story-body: স্পোর্টস রিপোর্টার: কর্পোরেট ক্রিকেট টুর্নামেন্টের ফাইনালে গ্রামীণফোনকে হারিয়ে চ্যাম্পিয়ন হয়েছে রবি। টস জিতে ব্যাট করে রবি নির্ধারিত ওভারে সংগ্রহ করে বড় স্কোর। জবাবে গ্রামীণফোন লক্ষ্যে পৌঁছাতে পারেনি।: [392, 805, 572, 865]
- ad-text: ৯ম-দশম শ্রেণীর পদার্থ, রসায়ন, জীব বিজ্ঞান: [774, 489, 937, 501]
- story-body: আন্তর্জাতিক ডেস্ক: মিয়ানমারের জান্তা বাহিনীর একটি ঘাঁটিতে হামলার পর সীমান্ত পেরিয়ে থাইল্যান্ডে পালিয়েছে ৪১৪ জন। থাই কর্তৃপক্ষ তাদের আশ্রয় দিয়েছে বলে জানা গেছে।: [768, 261, 950, 309]
- story-body: স্পোর্টস রিপোর্টার: আইপিএলে খেলার জন্য বিসিবির অনাপত্তিপত্র পেয়েছেন পেসার মোস্তাফিজুর রহমান। দিল্লি ক্যাপিটালসের হয়ে মাঠে নামবেন তিনি। সংযুক্ত আরব আমিরাতে সিরিজ শেষে দলে যোগ দেবেন বাঁহাতি এই পেসার।: [204, 1497, 384, 1569]
- table-cell: দরপত্র আহ্বানের সূত্র: [997, 1414, 1157, 1431]
- table-cell: উন্মুক্ত দরপত্র পদ্ধতি (OTM): [1158, 1431, 1496, 1448]
- ansar-text: এতদ্বারা সকলের অবগতির জন্য জানানো যাচ্ছে যে, জেলা কমান্ড্যান্ট এর কার্যালয়, আনসার ও গ্রাম প্রতিরক্ষা বাহিনী, খুলনা কর্তৃক প্রকাশিত নিলাম বিজ্ঞপ্তির তারিখ ও সময় নিম্নরূপভাবে সংশোধন করা হলো। অন্যান্য শর্তাবলী অপরিবর্তিত থাকবে।: [408, 1589, 932, 1613]
- phone-number: ০১৭৬৫-২৮৯৯৬২: [813, 433, 905, 448]
- table-cell: এক্সিকিউটিভ অফিসার: [999, 729, 1184, 745]
- phone-number: 01715-474972: [810, 501, 908, 516]
- story-body: মোরেলগঞ্জ (বাগেরহাট) প্রতিনিধি: মোরেলগঞ্জের একটি মাধ্যমিক বিদ্যালয়ের নবনির্বাচিত সভাপতি শিক্ষার্থীদের সাথে ক্লাস করে আবেগে আপ্লুত হয়েছেন। তিনি বিদ্যালয়ের শিক্ষার মানোন্নয়নে সার্বিক সহযোগিতার আশ্বাস দেন।: [392, 398, 572, 470]
- table-cell: জেলা প্রশাসক, খুলনা: [1158, 1380, 1496, 1397]
- story-body: আশাশুনি (সাতক্ষীরা) সংবাদদাতা: উপজেলা পরিষদ মিলনায়তনে স্বাস্থ্য সচেতনতা বিষয়ক মতবিনিময় সভা অনুষ্ঠিত হয়েছে। সভায় উপজেলা প্রশাসনের কর্মকর্তা, জনপ্রতিনিধি ও সাংবাদিকরা অংশ নেন এবং বিভিন্ন পরামর্শ প্রদান করেন।: [14, 1240, 196, 1312]
- story-body: স্পোর্টস রিপোর্টার: আইপিএলে খেলার জন্য বিসিবির অনাপত্তিপত্র পেয়েছেন পেসার মোস্তাফিজুর রহমান। দিল্লি ক্যাপিটালসের হয়ে মাঠে নামবেন তিনি। সংযুক্ত আরব আমিরাতে সিরিজ শেষে দলে যোগ দেবেন বাঁহাতি এই পেসার।: [204, 1573, 384, 1645]
- table-cell: ৩: [973, 1380, 998, 1397]
- table-cell: ৬: [973, 1431, 998, 1448]
- ad-title: জমি বিক্রয়: [1146, 48, 1306, 73]
- ansar-notice-title: "নিলাম বিজ্ঞপ্তি সংশোধনী": [544, 1524, 796, 1556]
- doctor-name: ডাঃ জগদ্বন্ধু লাল সিংহ: [978, 228, 1112, 274]
- story-body: স্পোর্টস রিপোর্টার: আইপিএলে খেলার জন্য বিসিবির অনাপত্তিপত্র পেয়েছেন পেসার মোস্তাফিজুর রহমান। দিল্লি ক্যাপিটালসের হয়ে মাঠে নামবেন তিনি। সংযুক্ত আরব আমিরাতে সিরিজ শেষে দলে যোগ দেবেন বাঁহাতি এই পেসার।: [204, 1270, 384, 1342]
- table-cell: ০২/০৬/২০২৫ খ্রি. দুপুর ২.০০ টা: [1158, 1516, 1496, 1533]
- table-cell: দরপত্র খোলার তারিখ ও সময়: [997, 1516, 1157, 1533]
- table-cell: ০১/০৬/২০২৫ খ্রি. বিকাল ৪.০০ টা পর্যন্ত: [1158, 1482, 1496, 1499]
- table-cell: জেলা প্রশাসকের কার্যালয়, খুলনা: [1158, 1533, 1496, 1550]
- headline: সিলেটে নিউজিল্যান্ড ২৬৩, বাংলাদেশ ৩০/০: [578, 656, 762, 734]
- column-rule: [200, 40, 201, 1835]
- ad-title: নাক কান গলা বিশেষজ্ঞ: [774, 610, 944, 635]
- story-body: স্পোর্টস রিপোর্টার: সিলেট টেস্টের প্রথম ইনিংসে নিউজিল্যান্ড ২৬৩ রানে অলআউট হয়েছে। জবাবে দিন শেষে বিনা উইকেটে ৩০ রান তুলেছে বাংলাদেশ। স্পিনাররা দারুণ বোলিং করেছেন।: [580, 864, 760, 924]
- job-table: [972, 713, 1496, 779]
- table-cell: ০৩: [973, 762, 999, 778]
- table-header-cell: বেতন: [1391, 713, 1496, 729]
- table-cell: ৯: [973, 1482, 998, 1499]
- masthead-left: দৈনিক পূর্বাঞ্চল-৩: [14, 12, 106, 28]
- gov-office: জেলা প্রশাসকের কার্যালয়, খুলনা: [1155, 1206, 1313, 1221]
- table-row: [973, 1012, 1496, 1028]
- table-row: [973, 1533, 1496, 1550]
- story-body: কলারোয়া (সাতক্ষীরা) সংবাদদাতা: কলারোয়া উপজেলার ৬টি ইউনিয়নে যুবদলের উদ্যোগে গণসংযোগ ও মতবিনিময় সভা অনুষ্ঠিত হয়েছে। সভায় বক্তারা দলের সাংগঠনিক কার্যক্রম জোরদার করার আহ্বান জানান। এ সময় উপস্থিত ছিলেন স্থানীয় নেতৃবৃন্দ।: [14, 595, 196, 667]
- story-body: স্পোর্টস রিপোর্টার: আইপিএলে খেলার জন্য বিসিবির অনাপত্তিপত্র পেয়েছেন পেসার মোস্তাফিজুর রহমান। দিল্লি ক্যাপিটালসের হয়ে মাঠে নামবেন তিনি। সংযুক্ত আরব আমিরাতে সিরিজ শেষে দলে যোগ দেবেন বাঁহাতি এই পেসার।: [204, 1346, 384, 1417]
- table-header-cell: পদের নাম: [999, 713, 1184, 729]
- story-body: ফুলতলা (খুলনা) সংবাদদাতা: ফুলতলা বাজারে মার্কেন্টাইল ব্যাংক পিএলসি'র উপ-শাখা উদ্বোধন করা হয়েছে। প্রধান অতিথি হিসেবে উপস্থিত থেকে ফিতা কেটে উদ্বোধন করেন ব্যাংকের ঊর্ধ্বতন কর্মকর্তা।: [580, 297, 760, 357]
- story: [578, 658, 762, 1062]
- doctor-name: ডাঃ পলাশ তরফদার: [783, 409, 935, 432]
- story: [202, 821, 386, 1225]
- story-body: মোরেলগঞ্জ (বাগেরহাট) প্রতিনিধি: মোরেলগঞ্জের একটি মাধ্যমিক বিদ্যালয়ের নবনির্বাচিত সভাপতি শিক্ষার্থীদের সাথে ক্লাস করে আবেগে আপ্লুত হয়েছেন। তিনি বিদ্যালয়ের শিক্ষার মানোন্নয়নে সার্বিক সহযোগিতার আশ্বাস দেন।: [392, 323, 572, 394]
- story-body: স্পোর্টস রিপোর্টার: পাকিস্তান সফরে যাওয়ার অনুমতি পেয়েছে বাংলাদেশ ক্রিকেট দল। সরকারের পক্ষ থেকে সবুজ সংকেত পাওয়ার পর বিসিবি সফরের প্রস্তুতি শুরু করেছে। সিরিজে টি-টোয়েন্টি ম্যাচ খেলবে দুই দল।: [204, 899, 384, 959]
- story-body: স্পোর্টস রিপোর্টার: পাকিস্তান সফরে যাওয়ার অনুমতি পেয়েছে বাংলাদেশ ক্রিকেট দল। সরকারের পক্ষ থেকে সবুজ সংকেত পাওয়ার পর বিসিবি সফরের প্রস্তুতি শুরু করেছে। সিরিজে টি-টোয়েন্টি ম্যাচ খেলবে দুই দল।: [204, 1155, 384, 1215]
- table-body: [973, 729, 1496, 778]
- table-cell: ২ বছর: [1332, 746, 1391, 762]
- story: [12, 1325, 198, 1692]
- table-header-cell: অভিজ্ঞতা: [1332, 713, 1391, 729]
- headline: কলারোয়ায় ৬ ইউনিয়নে যুবদলের গণসংযোগ ও মতবিনিময় সভা: [23, 457, 187, 517]
- story-body: স্পোর্টস ডেস্ক: পাকিস্তান সুপার লিগে খেলার অনুমতি পাচ্ছেন সাকিব আল হাসান। বিসিবির পক্ষ থেকে অনাপত্তিপত্র দেওয়ার প্রক্রিয়া চলছে। লাহোর কালান্দার্সের হয়ে খেলার কথা রয়েছে তাঁর।: [392, 1276, 572, 1336]
- table-body: [973, 1012, 1496, 1028]
- story-body: ফুলতলা (খুলনা) সংবাদদাতা: ফুলতলা বাজারে মার্কেন্টাইল ব্যাংক পিএলসি'র উপ-শাখা উদ্বোধন করা হয়েছে। প্রধান অতিথি হিসেবে উপস্থিত থেকে ফিতা কেটে উদ্বোধন করেন ব্যাংকের ঊর্ধ্বতন কর্মকর্তা।: [580, 169, 760, 229]
- table-body: [973, 1346, 1496, 1584]
- story-body: স্পোর্টস ডেস্ক: ২০৩৪ বিশ্বকাপের আয়োজক সৌদি আরবের নির্মাণাধীন স্টেডিয়াম পরিদর্শন করেছেন মার্কিন প্রেসিডেন্ট ডোনাল্ড ট্রাম্প ও সৌদি যুবরাজ মোহাম্মদ বিন সালমান। এ সময় তাঁরা প্রকল্পের অগ্রগতি সম্পর্কে খোঁজখবর নেন।: [14, 1559, 196, 1618]
